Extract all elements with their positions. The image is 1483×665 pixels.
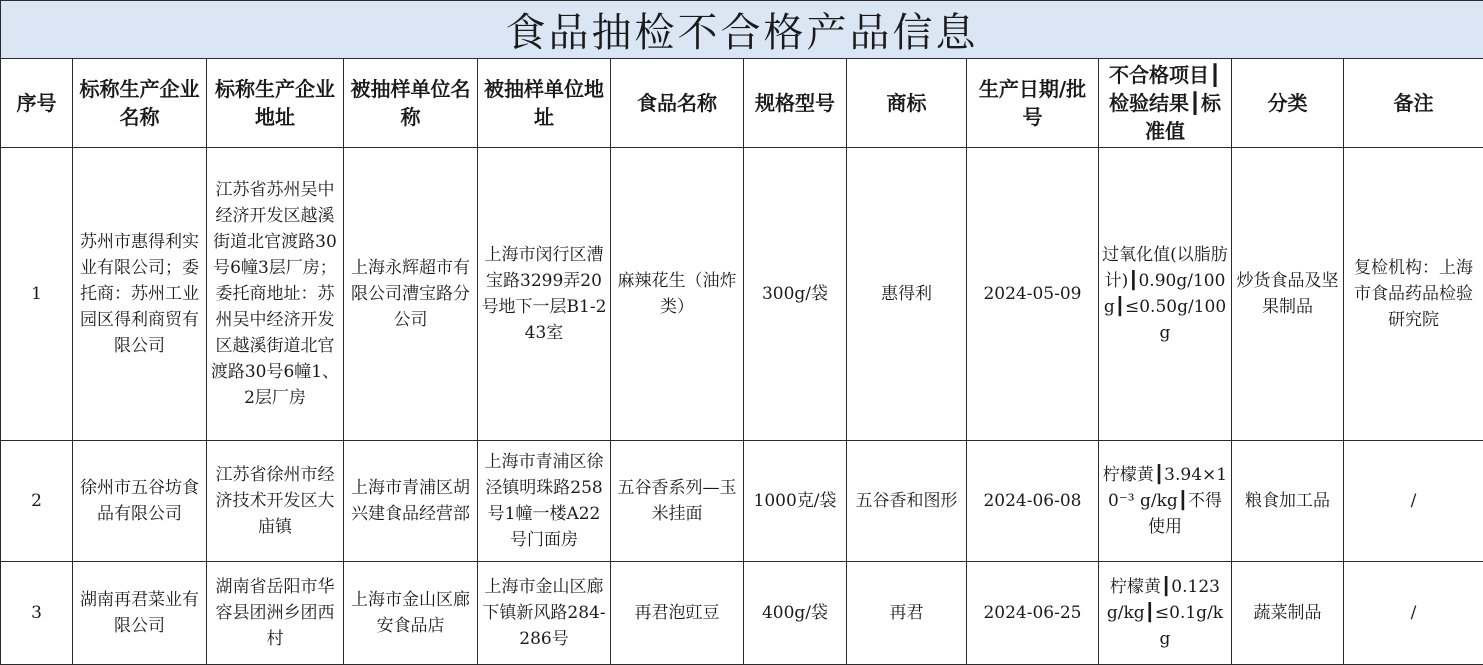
col-header-sampled-unit: 被抽样单位名称 <box>344 59 478 148</box>
cell-spec: 400g/袋 <box>744 562 847 665</box>
header-row <box>1 59 1483 148</box>
cell-category: 蔬菜制品 <box>1232 562 1344 665</box>
cell-category: 粮食加工品 <box>1232 441 1344 562</box>
col-header-no: 序号 <box>1 59 73 148</box>
col-header-remark: 备注 <box>1344 59 1483 148</box>
cell-sampled-unit: 上海永辉超市有限公司漕宝路分公司 <box>344 148 478 441</box>
cell-remark: / <box>1344 562 1483 665</box>
cell-sampled-unit: 上海市金山区廊安食品店 <box>344 562 478 665</box>
cell-category: 炒货食品及坚果制品 <box>1232 148 1344 441</box>
col-header-production-date: 生产日期/批号 <box>967 59 1099 148</box>
col-header-manufacturer: 标称生产企业名称 <box>73 59 207 148</box>
cell-manufacturer-address: 湖南省岳阳市华容县团洲乡团西村 <box>207 562 344 665</box>
cell-spec: 300g/袋 <box>744 148 847 441</box>
cell-remark: / <box>1344 441 1483 562</box>
cell-manufacturer: 湖南再君菜业有限公司 <box>73 562 207 665</box>
table-row <box>1 148 1483 441</box>
cell-no: 3 <box>1 562 73 665</box>
cell-food-name: 再君泡豇豆 <box>611 562 744 665</box>
cell-no: 2 <box>1 441 73 562</box>
title-row <box>1 1 1483 59</box>
col-header-sampled-unit-address: 被抽样单位地址 <box>478 59 611 148</box>
table-row <box>1 441 1483 562</box>
cell-manufacturer-address: 江苏省苏州吴中经济开发区越溪街道北官渡路30号6幢3层厂房；委托商地址：苏州吴中经济开发区越溪街道北官渡路30号6幢1、2层厂房 <box>207 148 344 441</box>
table-row <box>1 562 1483 665</box>
cell-unqualified-item: 柠檬黄┃3.94×10⁻³ g/kg┃不得使用 <box>1099 441 1232 562</box>
cell-unqualified-item: 柠檬黄┃0.123g/kg┃≤0.1g/kg <box>1099 562 1232 665</box>
cell-brand: 惠得利 <box>847 148 967 441</box>
sheet-title: 食品抽检不合格产品信息 <box>1 1 1483 59</box>
cell-sampled-unit: 上海市青浦区胡兴建食品经营部 <box>344 441 478 562</box>
cell-unqualified-item: 过氧化值(以脂肪计)┃0.90g/100g┃≤0.50g/100g <box>1099 148 1232 441</box>
cell-brand: 五谷香和图形 <box>847 441 967 562</box>
cell-sampled-unit-address: 上海市金山区廊下镇新风路284-286号 <box>478 562 611 665</box>
col-header-food-name: 食品名称 <box>611 59 744 148</box>
cell-production-date: 2024-05-09 <box>967 148 1099 441</box>
cell-sampled-unit-address: 上海市闵行区漕宝路3299弄20号地下一层B1-243室 <box>478 148 611 441</box>
cell-spec: 1000克/袋 <box>744 441 847 562</box>
cell-sampled-unit-address: 上海市青浦区徐泾镇明珠路258号1幢一楼A22号门面房 <box>478 441 611 562</box>
cell-production-date: 2024-06-08 <box>967 441 1099 562</box>
cell-production-date: 2024-06-25 <box>967 562 1099 665</box>
cell-brand: 再君 <box>847 562 967 665</box>
col-header-manufacturer-address: 标称生产企业地址 <box>207 59 344 148</box>
cell-no: 1 <box>1 148 73 441</box>
cell-food-name: 麻辣花生（油炸类） <box>611 148 744 441</box>
cell-manufacturer: 苏州市惠得利实业有限公司；委托商：苏州工业园区得利商贸有限公司 <box>73 148 207 441</box>
col-header-category: 分类 <box>1232 59 1344 148</box>
cell-remark: 复检机构：上海市食品药品检验研究院 <box>1344 148 1483 441</box>
cell-manufacturer: 徐州市五谷坊食品有限公司 <box>73 441 207 562</box>
col-header-brand: 商标 <box>847 59 967 148</box>
col-header-unqualified-item: 不合格项目┃检验结果┃标准值 <box>1099 59 1232 148</box>
cell-manufacturer-address: 江苏省徐州市经济技术开发区大庙镇 <box>207 441 344 562</box>
col-header-spec: 规格型号 <box>744 59 847 148</box>
cell-food-name: 五谷香系列—玉米挂面 <box>611 441 744 562</box>
